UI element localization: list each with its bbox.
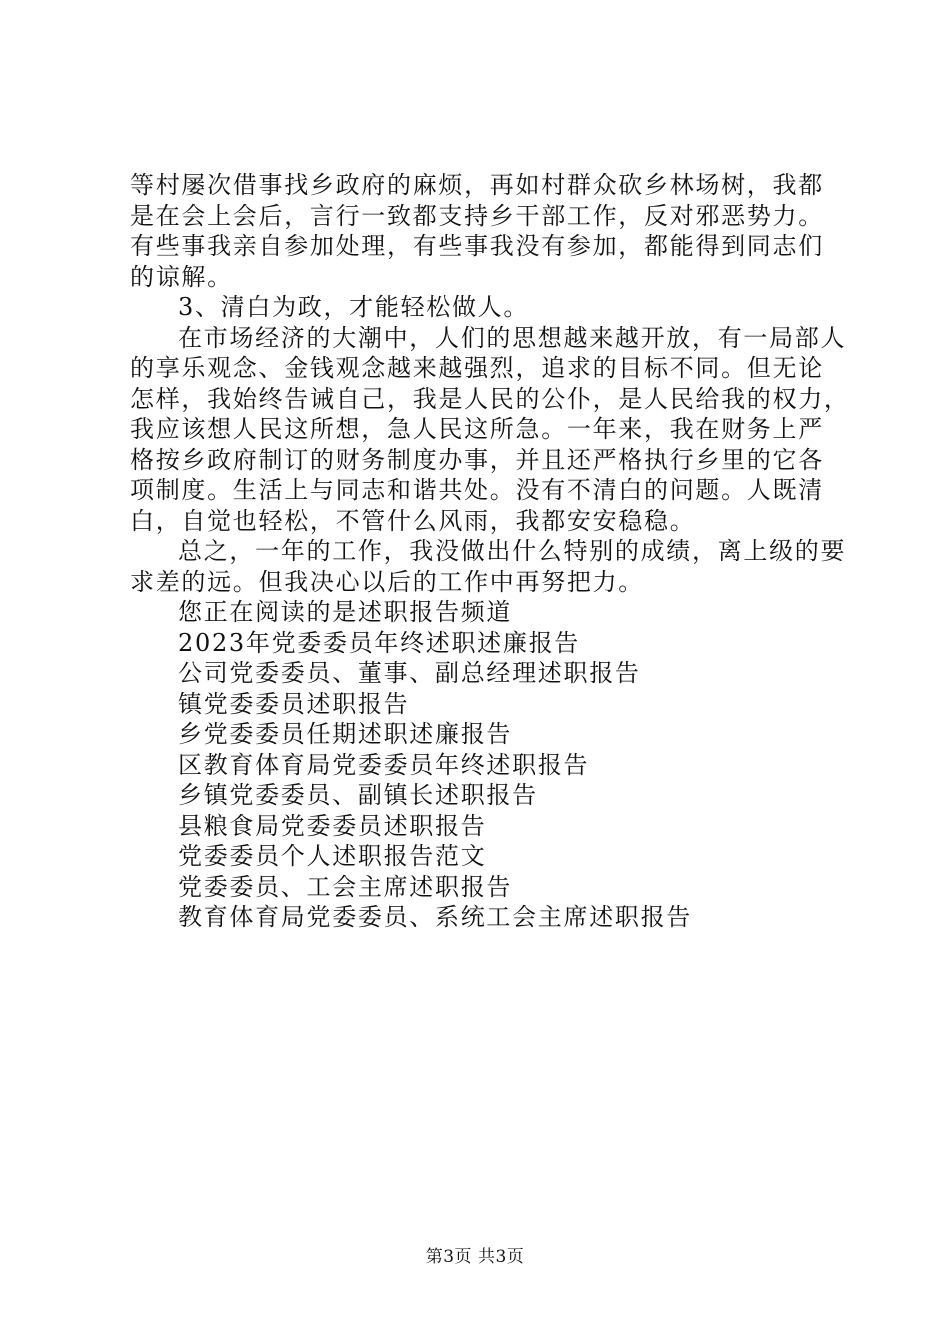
text-line: 等村屡次借事找乡政府的麻烦，再如村群众砍乡林场树，我都 <box>130 171 824 199</box>
related-link[interactable]: 公司党委委员、董事、副总经理述职报告 <box>178 659 641 687</box>
related-link[interactable]: 区教育体育局党委委员年终述职报告 <box>178 750 590 779</box>
related-link[interactable]: 县粮食局党委委员述职报告 <box>178 811 487 840</box>
text-line: 格按乡政府制订的财务制度办事，并且还严格执行乡里的它各 <box>130 445 824 474</box>
related-link[interactable]: 党委委员、工会主席述职报告 <box>178 872 513 901</box>
related-link[interactable]: 教育体育局党委委员、系统工会主席述职报告 <box>178 903 692 931</box>
text-line: 项制度。生活上与同志和谐共处。没有不清白的问题。人既清 <box>130 476 824 504</box>
related-link[interactable]: 党委委员个人述职报告范文 <box>178 842 487 870</box>
related-link[interactable]: 乡党委委员任期述职述廉报告 <box>178 720 513 748</box>
text-line: 在市场经济的大潮中，人们的思想越来越开放，有一局部人 <box>178 323 847 352</box>
text-line: 有些事我亲自参加处理，有些事我没有参加，都能得到同志们 <box>130 232 824 260</box>
text-line: 白，自觉也轻松，不管什么风雨，我都安安稳稳。 <box>130 506 696 535</box>
text-line: 的享乐观念、金钱观念越来越强烈，追求的目标不同。但无论 <box>130 354 824 382</box>
text-line: 怎样，我始终告诫自己，我是人民的公仆，是人民给我的权力， <box>130 384 850 413</box>
page-number-label: 第3页 共3页 <box>425 1247 525 1267</box>
related-link[interactable]: 2023年党委委员年终述职述廉报告 <box>178 628 580 657</box>
text-line: 求差的远。但我决心以后的工作中再努把力。 <box>130 567 644 596</box>
document-body <box>130 170 850 933</box>
text-line: 总之，一年的工作，我没做出什么特别的成绩，离上级的要 <box>178 537 847 565</box>
text-line: 是在会上会后，言行一致都支持乡干部工作，反对邪恶势力。 <box>130 201 824 230</box>
text-line: 我应该想人民这所想，急人民这所急。一年来，我在财务上严 <box>130 415 824 443</box>
related-link[interactable]: 镇党委委员述职报告 <box>178 689 410 718</box>
section-heading: 3、清白为政，才能轻松做人。 <box>178 293 530 321</box>
page-footer <box>0 1242 950 1267</box>
channel-notice: 您正在阅读的是述职报告频道 <box>178 598 513 626</box>
text-line: 的谅解。 <box>130 262 233 291</box>
related-link[interactable]: 乡镇党委委员、副镇长述职报告 <box>178 781 538 809</box>
